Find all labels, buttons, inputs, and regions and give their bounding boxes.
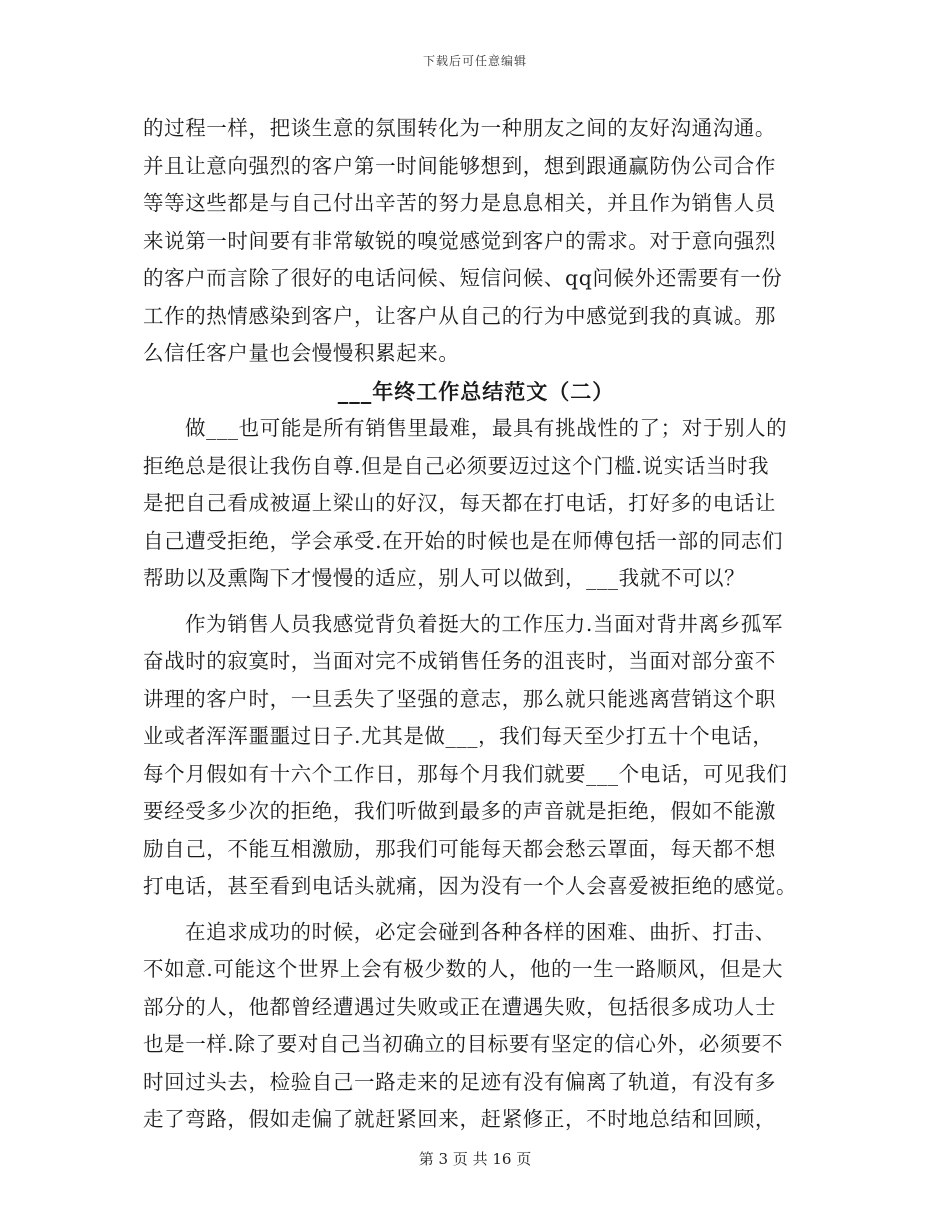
document-body: [143, 110, 809, 1139]
text-line: 励自己，不能互相激励，那我们可能每天都会愁云罩面，每天都不想: [143, 836, 776, 861]
text-line: 要经受多少次的拒绝，我们听做到最多的声音就是拒绝，假如不能激: [143, 799, 776, 823]
text-line: 不如意.可能这个世界上会有极少数的人，他的一生一路顺风，但是大: [143, 957, 784, 981]
text-line: 并且让意向强烈的客户第一时间能够想到，想到跟通赢防伪公司合作: [143, 153, 776, 178]
text-line: 在追求成功的时候，必定会碰到各种各样的困难、曲折、打击、: [185, 919, 776, 944]
section-heading: ___年终工作总结范文（二）: [337, 378, 615, 404]
paragraph-continued: [143, 110, 809, 373]
text-line: 来说第一时间要有非常敏锐的嗅觉感觉到客户的需求。对于意向强烈: [143, 228, 776, 253]
text-line: 每个月假如有十六个工作日，那每个月我们就要___个电话，可见我们: [143, 761, 788, 786]
header-note: 下载后可任意编辑: [422, 54, 527, 68]
text-line: 做___也可能是所有销售里最难，最具有挑战性的了；对于别人的: [185, 416, 788, 440]
page-number: 第 3 页 共 16 页: [418, 1150, 532, 1168]
text-line: 工作的热情感染到客户，让客户从自己的行为中感觉到我的真诚。那: [143, 303, 776, 328]
text-line: 奋战时的寂寞时，当面对完不成销售任务的沮丧时，当面对部分蛮不: [143, 649, 776, 673]
text-line: 帮助以及熏陶下才慢慢的适应，别人可以做到，___我就不可以？: [143, 566, 746, 590]
text-line: 部分的人，他都曾经遭遇过失败或正在遭遇失败，包括很多成功人士: [143, 994, 776, 1019]
text-line: 作为销售人员我感觉背负着挺大的工作压力.当面对背井离乡孤军: [185, 611, 783, 636]
text-line: 等等这些都是与自己付出辛苦的努力是息息相关，并且作为销售人员: [143, 191, 776, 215]
text-line: 讲理的客户时，一旦丢失了坚强的意志，那么就只能逃离营销这个职: [143, 686, 776, 711]
text-line: 业或者浑浑噩噩过日子.尤其是做___，我们每天至少打五十个电话，: [143, 724, 774, 748]
text-line: 时回过头去，检验自己一路走来的足迹有没有偏离了轨道，有没有多: [143, 1069, 776, 1094]
paragraph-2: [143, 606, 809, 906]
text-line: 么信任客户量也会慢慢积累起来。: [143, 341, 460, 365]
text-line: 打电话，甚至看到电话头就痛，因为没有一个人会喜爱被拒绝的感觉。: [143, 874, 798, 898]
text-line: 拒绝总是很让我伤自尊.但是自己必须要迈过这个门槛.说实话当时我: [143, 453, 770, 478]
text-line: 也是一样.除了要对自己当初确立的目标要有坚定的信心外，必须要不: [143, 1032, 784, 1056]
paragraph-1: [143, 410, 809, 598]
text-line: 自己遭受拒绝，学会承受.在开始的时候也是在师傅包括一部的同志们: [143, 528, 784, 553]
text-line: 的客户而言除了很好的电话问候、短信问候、qq问候外还需要有一份: [143, 266, 783, 290]
text-line: 的过程一样，把谈生意的氛围转化为一种朋友之间的友好沟通沟通。: [143, 116, 776, 140]
paragraph-3: [143, 914, 809, 1139]
text-line: 走了弯路，假如走偏了就赶紧回来，赶紧修正，不时地总结和回顾，: [143, 1107, 776, 1131]
text-line: 是把自己看成被逼上梁山的好汉，每天都在打电话，打好多的电话让: [143, 491, 776, 515]
